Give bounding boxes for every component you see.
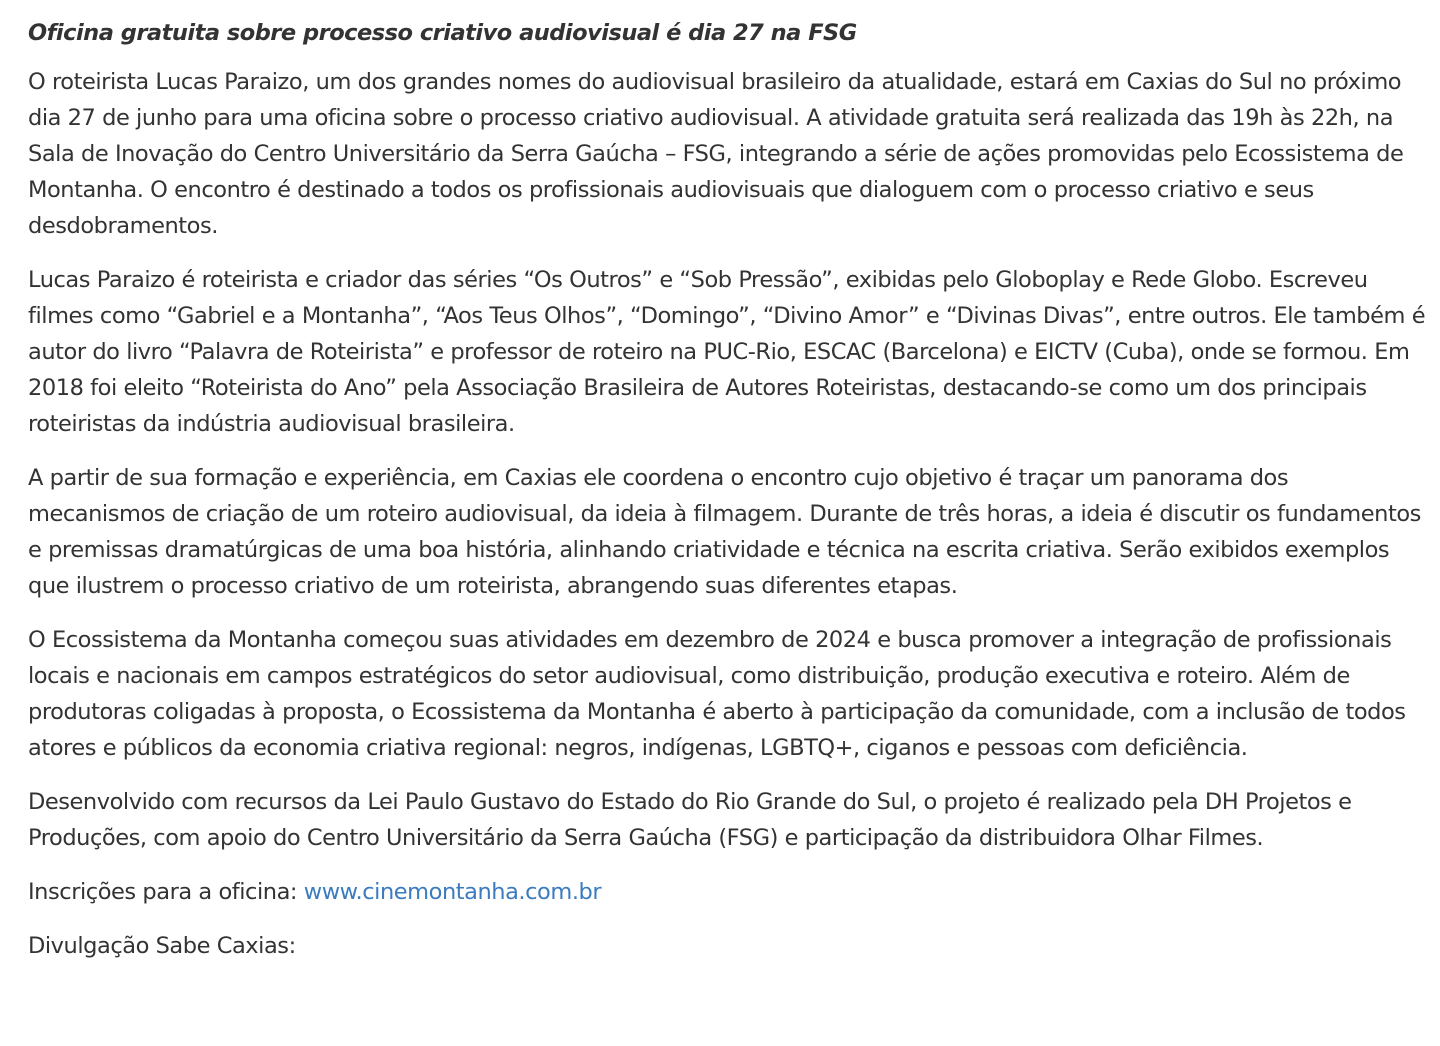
credit-line: Divulgação Sabe Caxias: [28,933,296,959]
registration-label: Inscrições para a oficina: [28,879,304,905]
registration-line [28,874,1428,910]
paragraph-ecosystem: O Ecossistema da Montanha começou suas atividades em dezembro de 2024 e busca promover a integração de profissionais locais e nacionais em campos estratégicos do setor audiovisual, como distribuição, produção executiva e roteiro. Além de produtoras coligadas à proposta, o Ecossistema da Montanha é aberto à participação da comunidade, com a inclusão de todos atores e públicos da economia criativa regional: negros, indígenas, LGBTQ+, ciganos e pessoas com deficiência. [28,627,1406,761]
paragraph-intro: O roteirista Lucas Paraizo, um dos grandes nomes do audiovisual brasileiro da atualidade, estará em Caxias do Sul no próximo dia 27 de junho para uma oficina sobre o processo criativo audiovisual. A atividade gratuita será realizada das 19h às 22h, na Sala de Inovação do Centro Universitário da Serra Gaúcha – FSG, integrando a série de ações promovidas pelo Ecossistema de Montanha. O encontro é destinado a todos os profissionais audiovisuais que dialoguem com o processo criativo e seus desdobramentos. [28,69,1404,239]
paragraph-workshop: A partir de sua formação e experiência, em Caxias ele coordena o encontro cujo objetivo é traçar um panorama dos mecanismos de criação de um roteiro audiovisual, da ideia à filmagem. Durante de três horas, a ideia é discutir os fundamentos e premissas dramatúrgicas de uma boa história, alinhando criatividade e técnica na escrita criativa. Serão exibidos exemplos que ilustrem o processo criativo de um roteirista, abrangendo suas diferentes etapas. [28,465,1421,599]
article-title: Oficina gratuita sobre processo criativo audiovisual é dia 27 na FSG [28,20,857,46]
paragraph-funding: Desenvolvido com recursos da Lei Paulo Gustavo do Estado do Rio Grande do Sul, o projeto é realizado pela DH Projetos e Produções, com apoio do Centro Universitário da Serra Gaúcha (FSG) e participação da distribuidora Olhar Filmes. [28,789,1352,851]
registration-link[interactable]: www.cinemontanha.com.br [303,879,602,905]
article-body [28,14,1428,982]
paragraph-bio: Lucas Paraizo é roteirista e criador das séries “Os Outros” e “Sob Pressão”, exibidas pelo Globoplay e Rede Globo. Escreveu filmes como “Gabriel e a Montanha”, “Aos Teus Olhos”, “Domingo”, “Divino Amor” e “Divinas Divas”, entre outros. Ele também é autor do livro “Palavra de Roteirista” e professor de roteiro na PUC-Rio, ESCAC (Barcelona) e EICTV (Cuba), onde se formou. Em 2018 foi eleito “Roteirista do Ano” pela Associação Brasileira de Autores Roteiristas, destacando-se como um dos principais roteiristas da indústria audiovisual brasileira. [28,267,1426,437]
